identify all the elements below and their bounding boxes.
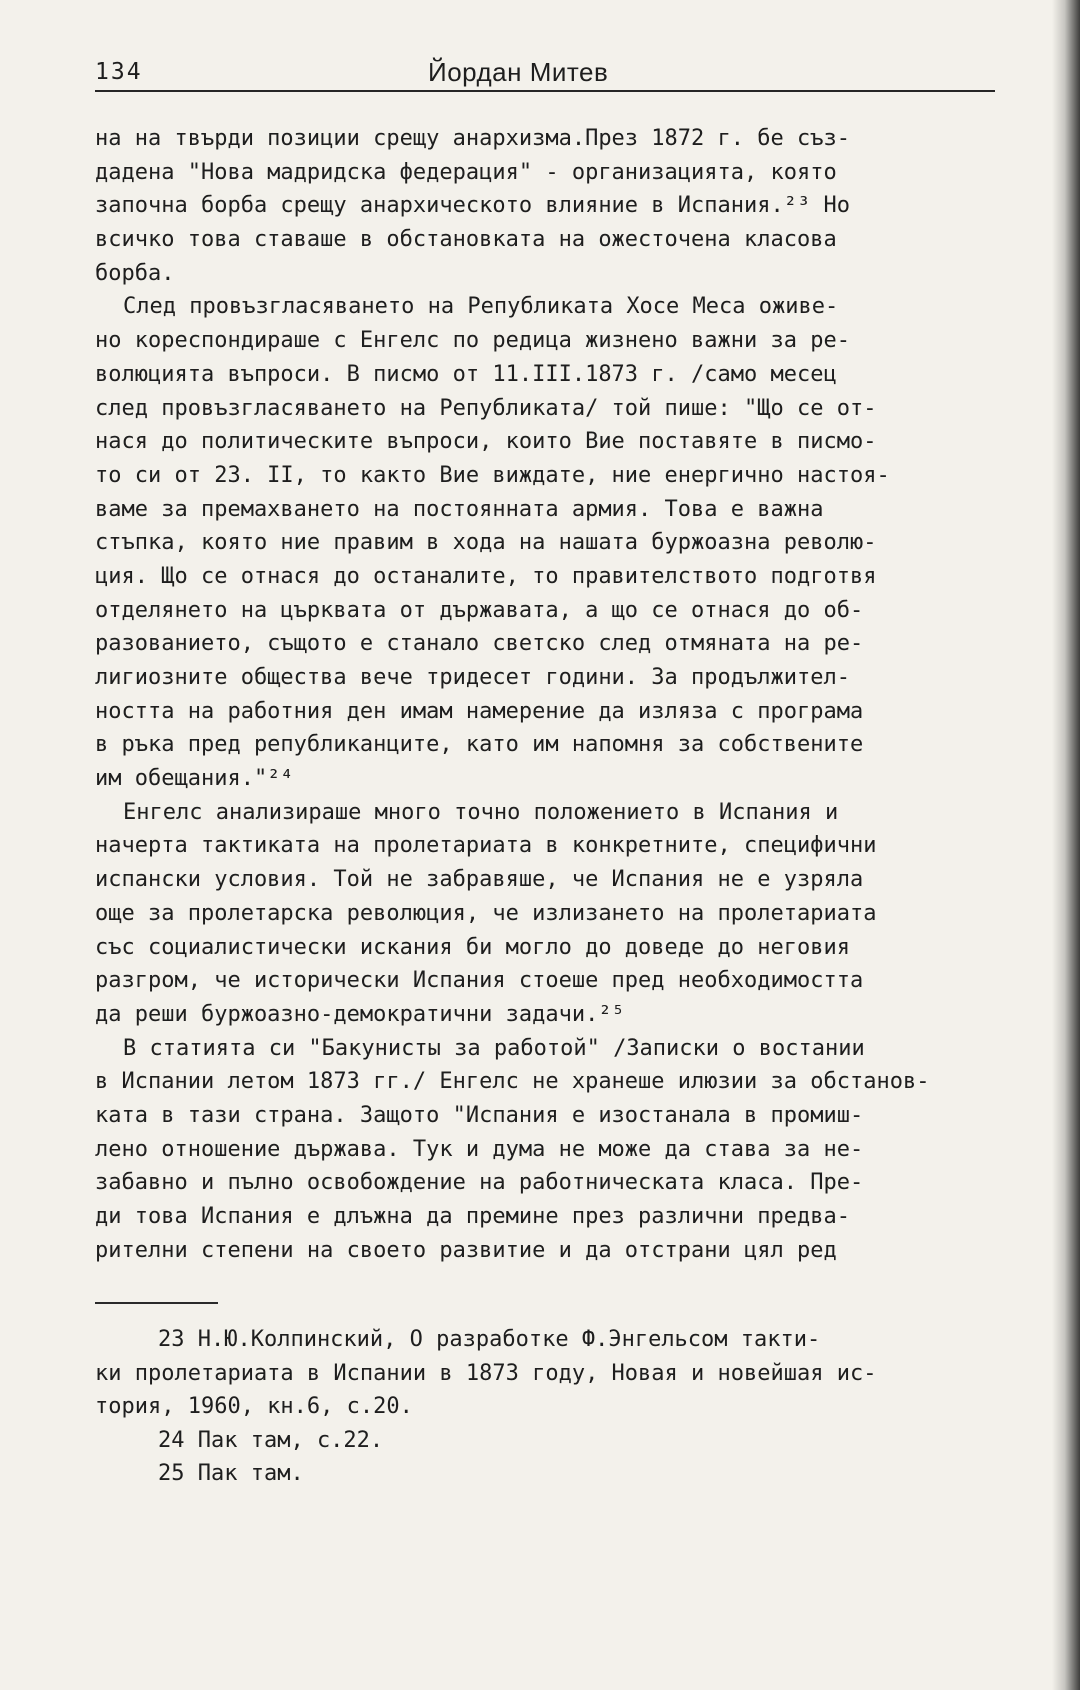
text-line: В статията си "Бакунисты за работой" /Записки о востании bbox=[123, 1035, 865, 1061]
text-line: всичко това ставаше в обстановката на ожесточена класова bbox=[95, 227, 837, 253]
text-line: ди това Испания е длъжна да премине през различни предва- bbox=[95, 1204, 850, 1229]
text-line: още за пролетарска революция, че излизането на пролетариата bbox=[95, 900, 877, 926]
text-line: Енгелс анализираше много точно положението в Испания и bbox=[123, 799, 839, 825]
text-line: на на твърди позиции срещу анархизма.През 1872 г. бе съз- bbox=[95, 126, 850, 151]
text-line: рителни степени на своето развитие и да отстрани цял ред bbox=[95, 1237, 837, 1263]
text-line: лено отношение държава. Тук и дума не може да става за не- bbox=[95, 1136, 864, 1162]
text-line: след провъзгласяването на Републиката/ той пише: "Що се от- bbox=[95, 395, 877, 421]
text-line: да реши буржоазно-демократични задачи.²⁵ bbox=[95, 1001, 625, 1027]
footnote-line: ки пролетариата в Испании в 1873 году, Новая и новейшая ис- bbox=[95, 1360, 877, 1386]
page-header bbox=[95, 54, 995, 92]
text-line: със социалистически искания би могло до доведе до неговия bbox=[95, 934, 850, 960]
running-head: Йордан Митев bbox=[428, 57, 609, 87]
text-line: разгром, че исторически Испания стоеше пред необходимостта bbox=[95, 968, 864, 994]
text-line: в Испании летом 1873 гг./ Енгелс не хранеше илюзии за обстанов- bbox=[95, 1069, 930, 1095]
text-line: в ръка пред републиканците, като им напомня за собствените bbox=[95, 732, 864, 758]
page-edge-shadow bbox=[1052, 0, 1080, 1690]
text-line: ция. Що се отнася до останалите, то правителството подготвя bbox=[95, 563, 877, 589]
text-line: то си от 23. II, то както Вие виждате, ние енергично настоя- bbox=[95, 462, 890, 488]
text-line: лигиозните общества вече тридесет години. За продължител- bbox=[95, 665, 850, 690]
text-line: След провъзгласяването на Републиката Хосе Меса оживе- bbox=[123, 294, 839, 320]
text-line: отделянето на църквата от държавата, а що се отнася до об- bbox=[95, 597, 864, 623]
text-line: им обещания."²⁴ bbox=[95, 766, 294, 792]
text-line: нася до политическите въпроси, които Вие поставяте в писмо- bbox=[95, 429, 877, 455]
text-line: стъпка, която ние правим в хода на нашата буржоазна револю- bbox=[95, 530, 877, 556]
text-line: ността на работния ден имам намерение да изляза с програма bbox=[95, 698, 864, 724]
text-line: разованието, същото е станало светско след отмяната на ре- bbox=[95, 631, 864, 657]
text-line: волюцията въпроси. В писмо от 11.III.1873 г. /само месец bbox=[95, 361, 837, 387]
footnote-line: тория, 1960, кн.6, с.20. bbox=[95, 1394, 413, 1419]
footnote-line: 25 Пак там. bbox=[158, 1461, 304, 1486]
text-line: ката в тази страна. Защото "Испания е изостанала в промиш- bbox=[95, 1102, 864, 1128]
text-line: дадена "Нова мадридска федерация" - организацията, която bbox=[95, 159, 837, 185]
page-number: 134 bbox=[95, 59, 143, 85]
text-line: начерта тактиката на пролетариата в конкретните, специфични bbox=[95, 833, 877, 859]
text-line: ваме за премахването на постоянната армия. Това е важна bbox=[95, 496, 824, 522]
footnote-divider bbox=[95, 1302, 218, 1304]
text-line: борба. bbox=[95, 260, 175, 286]
text-line: забавно и пълно освобождение на работническата класа. Пре- bbox=[95, 1170, 864, 1196]
text-line: започна борба срещу анархическото влияние в Испания.²³ Но bbox=[95, 193, 850, 219]
footnote-line: 24 Пак там, с.22. bbox=[158, 1427, 384, 1453]
text-line: испански условия. Той не забравяше, че Испания не е узряла bbox=[95, 867, 864, 893]
footnote-line: 23 Н.Ю.Колпинский, О разработке Ф.Энгельсом такти- bbox=[158, 1327, 821, 1352]
text-line: но кореспондираше с Енгелс по редица жизнено важни за ре- bbox=[95, 328, 850, 354]
footnotes bbox=[95, 1323, 1003, 1491]
body-text bbox=[95, 122, 1003, 1267]
